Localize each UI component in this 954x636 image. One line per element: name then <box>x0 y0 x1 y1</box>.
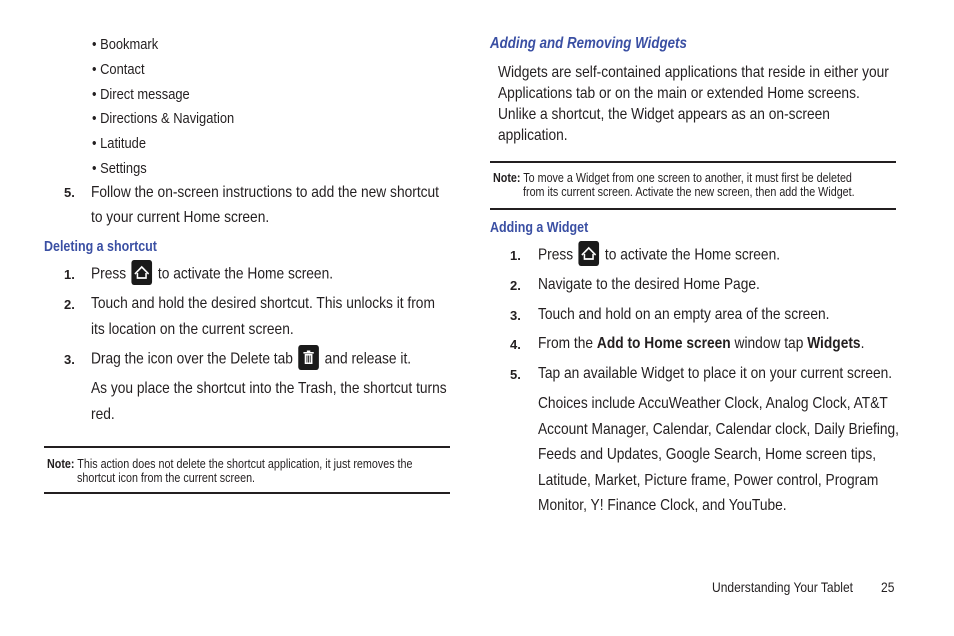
step-text: From the Add to Home screen window tap Widgets. <box>538 335 865 352</box>
list-item: • Directions & Navigation <box>92 110 235 128</box>
step-text: Touch and hold on an empty area of the screen. <box>538 306 830 323</box>
footer-section: Understanding Your Tablet <box>712 579 854 595</box>
step-number: 3. <box>64 352 75 367</box>
note-label: Note: <box>493 171 521 185</box>
step-text: As you place the shortcut into the Trash, the shortcut turns <box>91 380 447 397</box>
step-number: 2. <box>510 278 521 293</box>
note-label: Note: <box>47 457 75 471</box>
note-text: This action does not delete the shortcut application, it just removes the <box>77 457 413 471</box>
step-number: 2. <box>64 297 75 312</box>
bullet-list <box>92 36 257 185</box>
step-text: to your current Home screen. <box>91 209 270 226</box>
step-text: red. <box>91 406 115 423</box>
page-number: 25 <box>881 579 895 595</box>
step-text: Tap an available Widget to place it on your current screen. <box>538 365 893 382</box>
step-number: 1. <box>64 267 75 282</box>
step-number: 1. <box>510 248 521 263</box>
section-heading: Deleting a shortcut <box>44 239 157 255</box>
step-number: 3. <box>510 308 521 323</box>
step-text: Press to activate the Home screen. <box>538 243 819 268</box>
list-item: • Latitude <box>92 135 147 153</box>
list-item: • Direct message <box>92 85 190 103</box>
step-number: 4. <box>510 337 521 352</box>
note-box <box>44 446 450 494</box>
note-text: To move a Widget from one screen to another, it must first be deleted <box>523 171 852 185</box>
step-text: Drag the icon over the Delete tab and release it. <box>91 347 463 372</box>
trash-icon <box>298 345 319 370</box>
step-text: Navigate to the desired Home Page. <box>538 276 760 293</box>
step-text: its location on the current screen. <box>91 321 294 338</box>
step-number: 5. <box>510 367 521 382</box>
paragraph: Widgets are self-contained applications that reside in either your Applications tab or on the main or extended Home screens. Unlike a shortcut, the Widget appears as an on-screen application. <box>498 64 889 144</box>
note-text: shortcut icon from the current screen. <box>77 471 256 485</box>
home-icon <box>132 260 153 285</box>
step-text: Follow the on-screen instructions to add the new shortcut <box>91 184 440 201</box>
step-number: 5. <box>64 185 75 200</box>
section-heading: Adding a Widget <box>490 220 589 236</box>
list-item: • Bookmark <box>92 36 159 53</box>
home-icon <box>579 241 600 266</box>
list-item: • Settings <box>92 159 147 177</box>
step-text: Press to activate the Home screen. <box>91 262 372 287</box>
step-text: Touch and hold the desired shortcut. This unlocks it from <box>91 295 435 312</box>
section-heading: Adding and Removing Widgets <box>490 35 687 52</box>
note-text: from its current screen. Activate the new screen, then add the Widget. <box>523 185 855 199</box>
paragraph: Choices include AccuWeather Clock, Analog Clock, AT&T Account Manager, Calendar, Calendar clock, Daily Briefing, Feeds and Updates, Google Search, Home screen tips, Latitude, Market, Picture frame, Power control, Program Monitor, Y! Finance Clock, and YouTube. <box>538 395 900 514</box>
note-box <box>490 161 896 210</box>
list-item: • Contact <box>92 60 145 78</box>
